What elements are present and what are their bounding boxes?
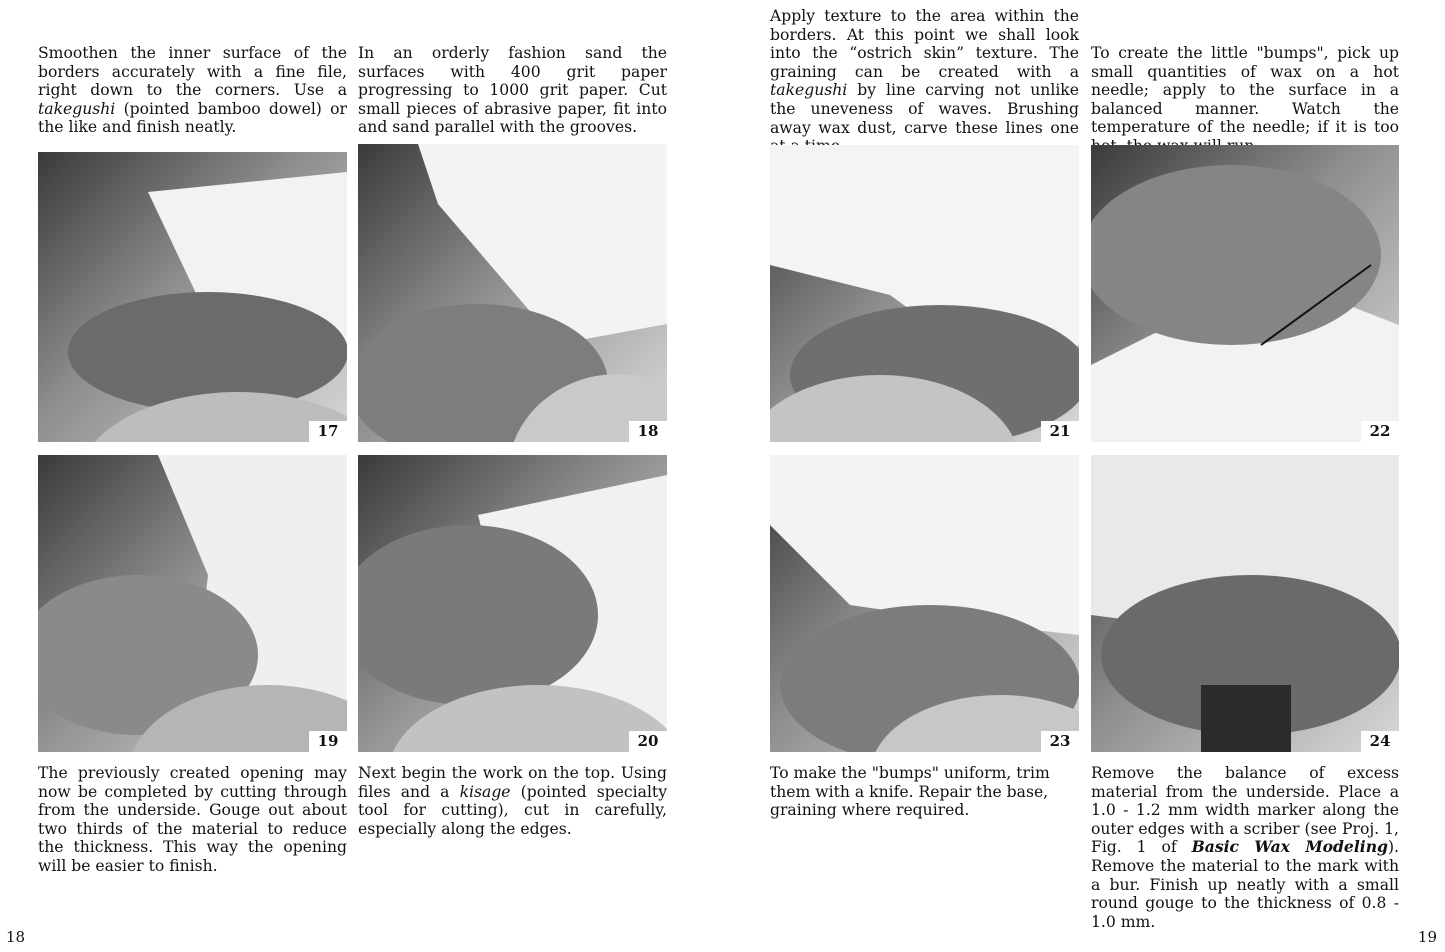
figure-number: 21 bbox=[1041, 421, 1079, 442]
text-col4-top: To create the little "bumps", pick up small quantities of wax on a hot needle; apply to the surface in a balanced manner. Watch the temperature of the needle; if it is too bbox=[1091, 44, 1399, 137]
photo-figure-21 bbox=[770, 145, 1079, 442]
figure-number: 20 bbox=[629, 731, 667, 752]
page-number-right: 19 bbox=[1417, 928, 1437, 946]
figure-number: 19 bbox=[309, 731, 347, 752]
photo-figure-17 bbox=[38, 152, 347, 442]
text-col1-top: Smoothen the inner surface of the borders accurately with a fine file, right down to the corners. Use a takegushi (pointed bamboo dowel) or the like and finish neatly. bbox=[38, 44, 347, 137]
text-col2-top: In an orderly fashion sand the surfaces with 400 grit paper progressing to 1000 grit paper. Cut small pieces of abrasive paper, fit into and sand parallel with the grooves. bbox=[358, 44, 667, 137]
text-col1-bottom: The previously created opening may now be completed by cutting through from the underside. Gouge out about two thirds of the material to reduce the thickness. This way the opening will be easier to finish. bbox=[38, 764, 347, 875]
page-number-left: 18 bbox=[6, 928, 26, 946]
figure-number: 17 bbox=[309, 421, 347, 442]
figure-number: 23 bbox=[1041, 731, 1079, 752]
photo-figure-22 bbox=[1091, 145, 1399, 442]
photo-figure-18 bbox=[358, 144, 667, 442]
photo-figure-20 bbox=[358, 455, 667, 752]
figure-number: 24 bbox=[1361, 731, 1399, 752]
figure-number: 18 bbox=[629, 421, 667, 442]
text-col3-bottom: To make the "bumps" uniform, trim them with a knife. Repair the base, graining where required. bbox=[770, 764, 1050, 820]
text-col2-bottom: Next begin the work on the top. Using files and a kisage (pointed specialty tool for cutting), cut in carefully, especially along the edges. bbox=[358, 764, 668, 838]
photo-figure-24 bbox=[1091, 455, 1399, 752]
text-col4-bottom: Remove the balance of excess material from the underside. Place a 1.0 - 1.2 mm width marker along the outer edges with a scriber (see Proj. 1, Fig. 1 of Basic Wax Modeling). Remove the material to the mark with a bur. Finish up neatly with a small round gouge to the thickness of 0.8 - 1.0 mm. bbox=[1091, 764, 1399, 931]
text-col3-top: Apply texture to the area within the borders. At this point we shall look into the “ostrich skin” texture. The graining can be created with a takegushi by line carving not unlike the uneveness of waves. Brushing away wax dust, carve these lines one bbox=[770, 7, 1079, 137]
photo-figure-19 bbox=[38, 455, 347, 752]
photo-figure-23 bbox=[770, 455, 1079, 752]
figure-number: 22 bbox=[1361, 421, 1399, 442]
